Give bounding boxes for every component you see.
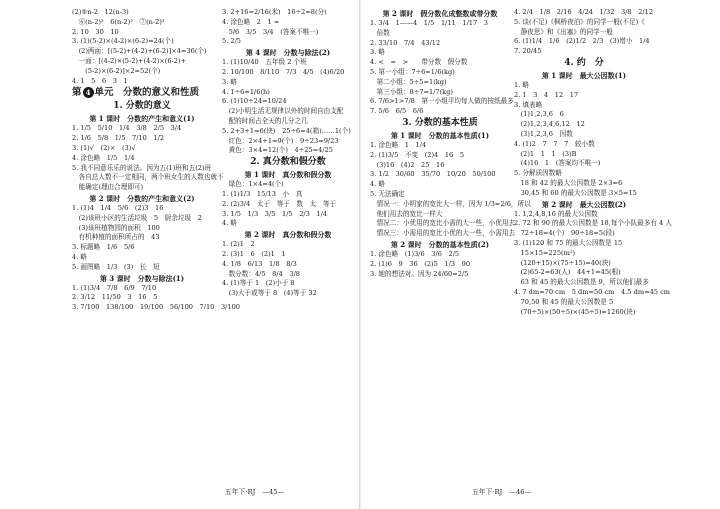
answer-line: 30,45 和 60 的最大公因数是 3×5=15	[514, 188, 637, 197]
lesson-heading: 第 1 课时 最大公因数(1)	[541, 70, 627, 80]
answer-line: 3. 2+16=2/16(米) 16÷2=8(分)	[222, 8, 327, 16]
lesson-heading: 第 1 课时 真分数和假分数	[244, 170, 332, 180]
answer-line: 5. 我不同意乐乐的说法。因为五(1)班和五(2)班	[72, 163, 212, 172]
answer-line: 6. (1)1/4 1/6 (2)1/2 2/3 (3)增小 1/4	[514, 37, 650, 46]
answer-line: 黄色：3×4=12(个) 4÷25=4/25	[222, 146, 333, 155]
lesson-heading: 第 1 课时 分数的产生和意义(1)	[89, 114, 195, 124]
unit-heading: 第 4 单元 分数的意义和性质	[72, 87, 200, 99]
lesson-heading: 第 4 课时 分数与除法(2)	[245, 48, 331, 58]
answer-line: 5. 分解质因数略	[514, 169, 562, 178]
answer-line: 第二小组：5÷5=1(kg)	[370, 77, 447, 86]
answer-line: 2. 3/12 11/50 3 16 5	[72, 293, 158, 302]
answer-line: 5. 谈(不足)《枫桥夜泊》的同学一般(不足)《	[514, 17, 645, 26]
answer-line: 3. 7/100 138/100 19/100 56/100 7/10 3/100	[72, 303, 240, 312]
section-heading: 3. 分数的基本性质	[402, 117, 478, 128]
answer-line: 2. 33/10 7/4 43/12	[370, 38, 441, 47]
answer-line: 1. (1)10/40 五年级 2 个班	[222, 58, 307, 67]
answer-line: ⑥(n-2)² 6(n-2)² ⑦(n-2)³	[72, 17, 165, 26]
answer-line: 72÷18=4(个) 90÷18=5(段)	[514, 229, 615, 238]
answer-line: 倍数	[370, 28, 390, 37]
answer-line: 3. 填表略	[514, 100, 543, 109]
answer-line: 5. 第一小组：7÷6=1/6(kg)	[370, 67, 455, 76]
answer-line: 配的时间占全天的几分之几	[222, 116, 308, 125]
answer-line: (1)1,2,3,6 6	[514, 110, 564, 119]
answer-line: 2. (3)1 6 (2)1 1	[222, 249, 286, 258]
lesson-heading: 第 2 课时 最大公因数(2)	[541, 199, 627, 209]
answer-line: 3. 她的想法对。因为 24/60=2/5	[370, 269, 469, 278]
answer-line: 7. 5/6 6/5 6/6	[370, 107, 424, 116]
answer-line: 有机种植的面积所占的 43	[72, 233, 160, 242]
answer-line: 3. 略	[222, 77, 237, 86]
answer-line: 1. (1)4 1/4 5/6 (2)3 16	[72, 203, 164, 212]
answer-line: 3. 1/5 1/3 3/5 1/5 2/3 1/4	[222, 209, 328, 218]
answer-line: 他们用去的宽比一样大	[370, 209, 443, 218]
lesson-heading: 第 2 课时 分数的基本性质(2)	[390, 239, 490, 249]
answer-line: 4. 1÷6=1/6(h)	[222, 87, 270, 96]
answer-line: 18 和 42 的最大公因数是 2×3=6	[514, 178, 623, 187]
answer-line: 1. 略	[514, 80, 529, 89]
answer-line: 2. (1)6 9 36 (2)5 1/3 90	[370, 259, 471, 268]
answer-line: 6. 7/6>1>7/8 第一小组平均每人做的按纸最多	[370, 97, 514, 106]
answer-line: 5. 画图略 1/3 (3) 长 短	[72, 262, 160, 271]
answer-line: (2)小明生活无规律以外的时间自由支配	[222, 107, 344, 116]
answer-line: 情况三：小需用的宽比小优的大一些，小需用去	[370, 229, 516, 238]
answer-line: 3. 标题略 1/6 5/6	[72, 243, 135, 252]
answer-line: (4)16 1 (答案均不唯一)	[514, 159, 601, 168]
answer-line: 一面：[(4-2)×(5-2)+(4-2)×(6-2)+	[72, 56, 187, 65]
answer-line: 3. (1)(5-2)×(4-2)×(6-2)=24(个)	[72, 37, 174, 46]
answer-line: 1. 3/4 1——4 1/5 1/11 1/17 3	[370, 19, 488, 27]
lesson-heading: 第 2 课时 真分数和假分数	[244, 230, 332, 240]
answer-line: 绿色：1×4=4(个)	[222, 180, 284, 189]
answer-line: 7. 20/45	[514, 47, 542, 56]
answer-line: 静夜思》和《出塞》的同学一般	[514, 27, 613, 36]
answer-line: 4. 略	[72, 252, 87, 261]
answer-line: (3)该班植物园的面积 100	[72, 223, 160, 232]
answer-line: 5. 2/5	[222, 37, 241, 46]
answer-line: (70÷5)×(50÷5)×(45÷5)=1260(块)	[514, 307, 636, 316]
page-footer-left: 五年下·RJ —45—	[225, 488, 285, 496]
section-heading: 4. 约 分	[564, 57, 604, 68]
answer-line: 6. (1)10÷24=10/24	[222, 97, 287, 106]
answer-line: 4. (1)2 7 7 7 较小数	[514, 139, 595, 148]
lesson-heading: 第 3 课时 分数与除法(1)	[99, 273, 185, 283]
unit-number-badge: 4	[83, 87, 94, 98]
answer-line: (3)16 (4)2 25 16	[370, 160, 445, 169]
answer-line: 3. (1)√ (2)× (3)√	[72, 143, 136, 152]
answer-line: 1. 涂色略 1 1/4	[370, 140, 427, 149]
page-fold	[359, 0, 361, 509]
left-page-col2	[222, 8, 354, 299]
answer-line: 红色：2×4+1=9(个) 9÷23=9/23	[222, 136, 339, 145]
answer-line: 各自总人数不一定相同，两个班女生的人数也就不	[72, 173, 224, 182]
answer-line: 4. 1 5 6 3 1	[72, 76, 128, 85]
answer-line: 3. 略	[370, 48, 385, 57]
lesson-heading: 第 2 课时 假分数化成整数或带分数	[382, 9, 498, 18]
answer-line: (3)1,2,3,6 因数	[514, 129, 573, 138]
answer-line: 4. 1/8 6/13 1/8 8/3	[222, 259, 297, 268]
answer-line: (2)两面：[(5-2)+(4-2)+(6-2)]×4=36(个)	[72, 47, 207, 56]
answer-line: (5-2)×(6-2)]×2=52(个)	[72, 66, 161, 75]
answer-line: 能确定(理由合理即可)	[72, 183, 144, 192]
answer-line: 3. (1)120 和 75 的最大公因数是 15	[514, 238, 623, 247]
answer-line: (2)1 1 1 (3)B	[514, 149, 577, 158]
answer-line: 1. (1)1/3 15/13 小 真	[222, 189, 303, 198]
answer-line: 2. 72 和 90 的最大公因数是 18,每个小队最多有 4 人	[514, 219, 672, 228]
answer-line: 4. 2/4 1/8 2/16 4/24 1/32 3/8 2/12	[514, 8, 654, 16]
answer-line: 1. 1/5 5/10 1/4 3/8 2/5 3/4	[72, 124, 182, 133]
answer-line: 2. 1 3 4 12 17	[514, 90, 579, 99]
answer-line: 4. 7 dm=70 cm 5 dm=50 cm 4.5 dm=45 cm	[514, 287, 671, 296]
answer-line: 70,50 和 45 的最大公因数是 5	[514, 297, 614, 306]
answer-line: 2. (1)3/5 不变 (2)4 16 5	[370, 150, 465, 159]
page-footer-right: 五年下·RJ —46—	[472, 488, 532, 496]
answer-line: 5. 2+3+1=6(块) 25÷6=4(箱)……1(个)	[222, 126, 351, 135]
answer-line: 4. 涂色略 1/5 1/4	[72, 153, 135, 162]
lesson-heading: 第 2 课时 分数的产生和意义(2)	[89, 193, 195, 203]
answer-line: 1. (2)1 2	[222, 240, 255, 249]
answer-line: 63 和 45 的最大公因数是 9，所以他们最多	[514, 278, 649, 287]
answer-line: 2. (2)3/4 太于 等于 数 太 等于	[222, 199, 337, 208]
answer-line: (120+15)×(75÷15)=40(块)	[514, 258, 611, 267]
answer-line: 2. 10/100 8/110 7/3 4/5 (4)6/20	[222, 67, 345, 76]
answer-line: 情况一：小明家的宽比大一样，因为 1/3=2/6，所以	[370, 199, 531, 208]
answer-line: 1. 1,2,4,8,16 的最大公因数	[514, 209, 598, 218]
answer-line: 5/6 3/5 3/4 (答案不唯一)	[222, 27, 319, 36]
answer-line: 情况二：小优用的宽比小需的大一些，小优用去	[370, 219, 516, 228]
answer-line: (3)大于或等于 8 (4)等于 32	[222, 289, 317, 298]
answer-line: 4. (1)等于 1 (2)小于 8	[222, 279, 295, 288]
section-heading: 2. 真分数和假分数	[250, 157, 326, 168]
answer-line: 15×15=225(m²)	[514, 248, 576, 257]
answer-line: 数分数：4/5 8/4 3/8	[222, 269, 300, 278]
answer-line: (2)1,2,3,4,6,12 12	[514, 120, 585, 129]
answer-line: 5. 无法确定	[370, 189, 405, 198]
section-heading: 1. 分数的意义	[113, 101, 171, 112]
answer-line: 4. 略	[370, 180, 385, 189]
answer-line: 1. (1)3/4 7/8 6/9 7/10	[72, 283, 157, 292]
answer-line: (2)65-2=63(人) 44+1=45(根)	[514, 268, 621, 277]
lesson-heading: 第 1 课时 分数的基本性质(1)	[390, 130, 490, 140]
answer-line: (2)⑤n-2 12(n-3)	[72, 8, 129, 16]
answer-line: 4. 略	[222, 219, 237, 228]
answer-line: 1. 涂色略 (1)3/6 3/6 2/5	[370, 249, 460, 258]
answer-line: 4. < = > 带分数 假分数	[370, 58, 468, 67]
answer-line: 4. 涂色略 2 1 =	[222, 17, 280, 26]
answer-line: 2. 1/6 5/8 1/5 7/10 1/2	[72, 134, 165, 143]
answer-line: 2. 10 30 10	[72, 27, 119, 36]
answer-line: 第三小组：8÷7=1/7(kg)	[370, 87, 453, 96]
right-page-col4	[514, 8, 672, 317]
answer-line: (2)该班小区的生活垃圾 5 厨余垃圾 2	[72, 213, 202, 222]
answer-line: 3. 1/2 30/60 35/70 10/20 50/100	[370, 170, 496, 179]
